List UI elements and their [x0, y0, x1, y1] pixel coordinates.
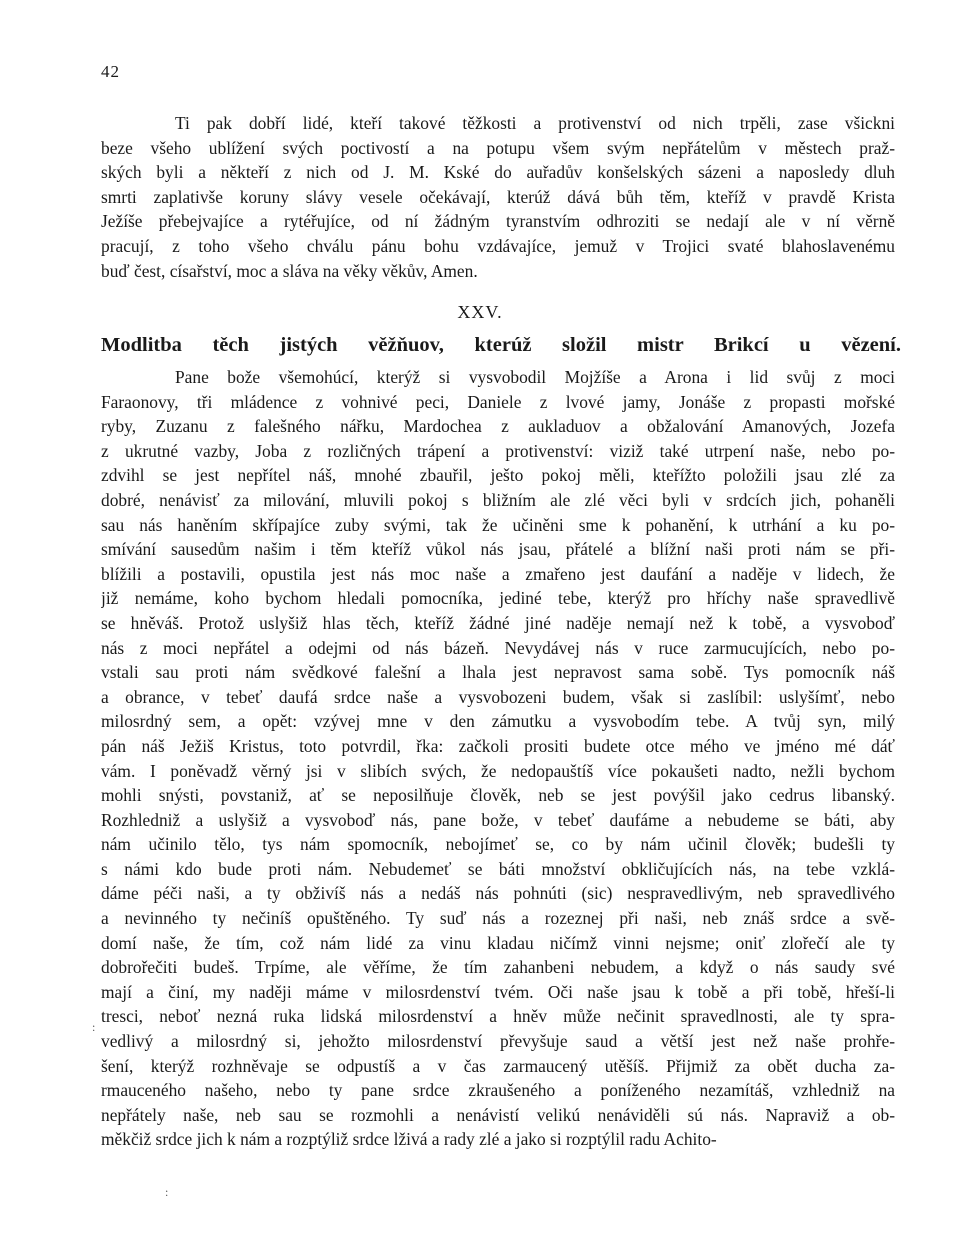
- text-line: buď čest, císařství, moc a sláva na věky věkův, Amen.: [101, 260, 478, 281]
- text-line: se hněváš. Protož uslyšiž hlas těch, kteříž žádné jiné naděje nemají než k tobě, a vysvoboď: [101, 612, 895, 633]
- text-line: měkčiž srdce jich k nám a rozptýliž srdce lživá a rady zlé a jako si rozptýlil radu Achito-: [101, 1129, 717, 1150]
- text-line: mohli snýsti, povstaniž, ať se neposilňuje člověk, neb se jest povýšil jako cedrus libanský.: [101, 785, 895, 806]
- text-line: vedlivý a milosrdný si, jehožto milosrdenství převyšuje saud a větší jest než naše prohře-: [101, 1031, 895, 1052]
- text-line: vstali sau proti nám svědkové falešní a lhala jest nepravost sama sobě. Tys pomocník náš: [101, 662, 895, 683]
- text-line: rmauceného našeho, nebo ty pane srdce zkraušeného a poníženého nezamítáš, vzhledniž na: [101, 1080, 895, 1101]
- text-line: nám učinilo tělo, tys nám spomocník, nebojímeť se, co by nám učinil člověk; budešli ty: [101, 834, 895, 855]
- margin-mark: :: [92, 1020, 96, 1034]
- text-line: Ti pak dobří lidé, kteří takové těžkosti a protivenství od nich trpěli, zase všickni: [175, 113, 895, 133]
- text-line: dobré, nenávisť za milování, mluvili pokoj s bližním ale zlé věci byli v srdcích jich, pohaněli: [101, 489, 895, 510]
- text-line: již nemáme, koho bychom hledali pomocníka, jediné tebe, kterýž pro hříchy naše spravedlivě: [101, 588, 895, 609]
- text-line: a obrance, v tebeť daufá srdce naše a vysvobozeni budem, však si zaslíbil: uslyšímť, nebo: [101, 686, 895, 707]
- text-line: Rozhledniž a uslyšiž a vysvoboď nás, pane bože, v tebeť daufáme a nebudeme se báti, aby: [101, 809, 895, 830]
- text-line: vám. I poněvadž věrný jsi v slibích svých, že nedopauštíš více pokaušeti nadto, nežli bychom: [101, 760, 895, 781]
- text-line: ských byli a někteří z nich od J. M. Kské do auřadův konšelských sázeni a naposledy dluh: [101, 162, 895, 183]
- text-line: domí naše, že tím, což nám lidé za vinu kladau ničímž vinni nejsme; oniť zlořečí ale ty: [101, 932, 895, 953]
- text-line: ryby, Zuzanu z falešného nářku, Mardochea z aukladuov a obžalování Amanových, Jozefa: [101, 416, 895, 437]
- text-line: pracují, z toho všeho chválu pánu bohu vzdávajíce, jemuž v Trojici svaté blahoslavenému: [101, 235, 895, 256]
- paragraph-1: [101, 111, 895, 283]
- text-line: milosrdný sem, a opět: vzývej mne v den zámutku a vysvobodím tebe. A tvůj syn, milý: [101, 711, 895, 732]
- text-line: nepřátely naše, neb sau se rozmohli a nenávistí velikú nenáviděli sú nás. Napraviž a ob-: [101, 1104, 895, 1125]
- chapter-number: XXV.: [457, 302, 503, 322]
- text-line: pán náš Ježiš Kristus, toto potvrdil, řka: začkoli prositi budete otce mého ve jméno mé dáť: [101, 735, 895, 756]
- text-line: dáme péči naši, a ty obživíš nás a nedáš nás pohnúti (sic) nespravedlivým, neb spravedlivého: [101, 883, 895, 904]
- text-line: zdvihl se jest nepřítel náš, mnohé zbauřil, ješto pokoj měli, kteřížto položili jsau zlé za: [101, 465, 895, 486]
- text-line: z ukrutné vazby, Joba z rozličných trápení a protivenství: viziž také utrpení naše, nebo po-: [101, 440, 895, 461]
- text-line: dobrořečiti budeš. Trpíme, ale věříme, že tím zahanbeni nebudem, a když o nás saudy své: [101, 957, 895, 978]
- margin-mark: :: [165, 1185, 169, 1199]
- text-line: Faraonovy, tři mládence z vohnivé peci, Daniele z lvové jamy, Jonáše z propasti mořské: [101, 391, 895, 412]
- chapter-title: Modlitba těch jistých věžňuov, kterúž složil mistr Brikcí u vězení.: [101, 334, 901, 356]
- text-line: tresci, neboť nezná ruka lidská milosrdenství a hněv může nečinit spravedlnosti, ale ty spra-: [101, 1006, 895, 1027]
- text-line: mají a činí, my naději máme v milosrdenství tvém. Oči naše jsau k tobě a při tobě, hřeší-li: [101, 981, 895, 1002]
- text-line: blížili a postavili, opustila jest nás moc naše a zmařeno jest daufání a naděje v lidech, že: [101, 563, 895, 584]
- text-line: smrti zaplativše koruny slávy vesele očekávají, kterúž dává bůh těm, kteříž v pravdě Krista: [101, 186, 895, 207]
- text-line: šení, kterýž rozhněvaje se odpustíš a v čas zarmaucený utěšíš. Přijmiž za obět ducha za-: [101, 1055, 895, 1076]
- text-line: Ježíše přebejvajíce a rytéřujíce, od ní žádným tyranstvím odhroziti se nedají ale v ní věrně: [101, 211, 895, 232]
- text-line: s námi kdo bude proti nám. Nebudemeť se báti množství obkličujících nás, na tebe vzklá-: [101, 858, 895, 879]
- page-number: 42: [101, 62, 120, 81]
- text-line: nás z moci nepřátel a odejmi od nás bázeň. Nevydávej nás v ruce zarmucujících, nebo po-: [101, 637, 895, 658]
- text-line: a nevinného ty nečiníš opuštěného. Ty suď nás a rozeznej při naši, neb znáš srdce a svě-: [101, 908, 895, 929]
- text-line: sau nás haněním skřípajíce zuby svými, tak že učiněni sme k pohanění, k utrhání a ku po-: [101, 514, 895, 535]
- text-line: smívání sausedům našim i těm kteříž vůkol nás jsau, přátelé a blížní naši proti nám se při-: [101, 539, 895, 560]
- text-line: beze všeho ublížení svých poctivostí a na potupu všem svým nepřátelům v městech praž-: [101, 137, 895, 158]
- text-line: Pane bože všemohúcí, kterýž si vysvobodil Mojžíše a Arona i lid svůj z moci: [175, 367, 895, 387]
- paragraph-2: [101, 365, 895, 1152]
